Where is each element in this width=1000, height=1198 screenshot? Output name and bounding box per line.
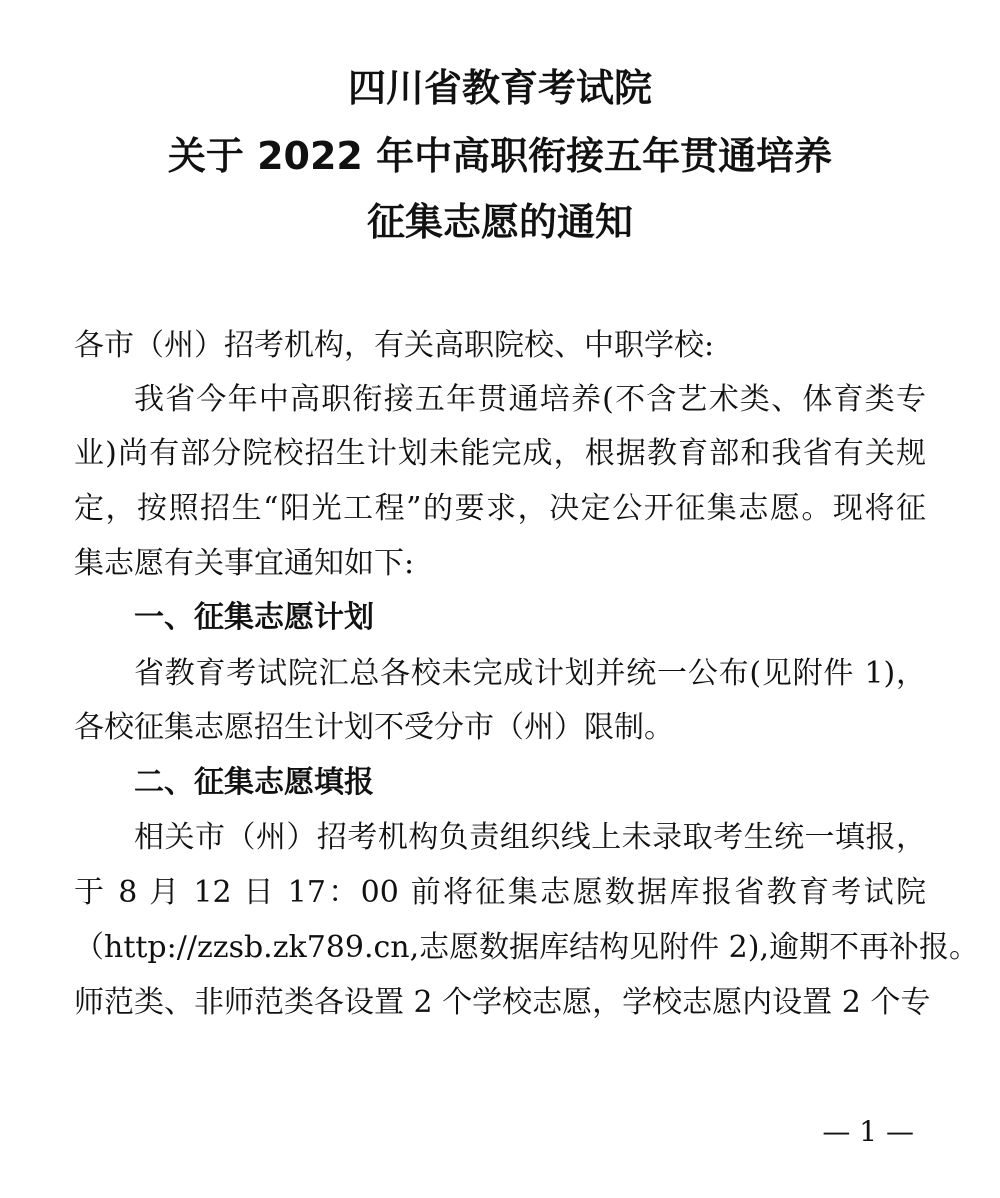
notice-title-line-3: 征集志愿的通知	[366, 200, 633, 244]
intro-line: 我省今年中高职衔接五年贯通培养(不含艺术类、体育类专	[134, 382, 926, 417]
section1-line: 省教育考试院汇总各校未完成计划并统一公布(见附件 1)，	[134, 656, 926, 691]
section1-line: 各校征集志愿招生计划不受分市（州）限制。	[74, 710, 674, 745]
section2-line: 相关市（州）招考机构负责组织线上未录取考生统一填报，	[134, 820, 926, 855]
notice-title-line-2: 关于 2022 年中高职衔接五年贯通培养	[167, 134, 833, 178]
intro-line: 定，按照招生“阳光工程”的要求，决定公开征集志愿。现将征	[74, 491, 926, 526]
intro-line: 业)尚有部分院校招生计划未能完成，根据教育部和我省有关规	[74, 436, 926, 471]
intro-line: 集志愿有关事宜通知如下:	[74, 546, 415, 581]
section2-line: 师范类、非师范类各设置 2 个学校志愿，学校志愿内设置 2 个专	[74, 985, 931, 1020]
section2-line: （http://zzsb.zk789.cn,志愿数据库结构见附件 2),逾期不再补报。	[74, 930, 980, 965]
section-heading-plan: 一、征集志愿计划	[134, 600, 374, 635]
section2-line: 于 8 月 12 日 17：00 前将征集志愿数据库报省教育考试院	[74, 875, 926, 910]
section-heading-filling: 二、征集志愿填报	[134, 765, 374, 800]
salutation: 各市（州）招考机构，有关高职院校、中职学校:	[74, 328, 715, 363]
page-number: — 1 —	[822, 1115, 914, 1148]
notice-title-line-1: 四川省教育考试院	[347, 66, 652, 110]
